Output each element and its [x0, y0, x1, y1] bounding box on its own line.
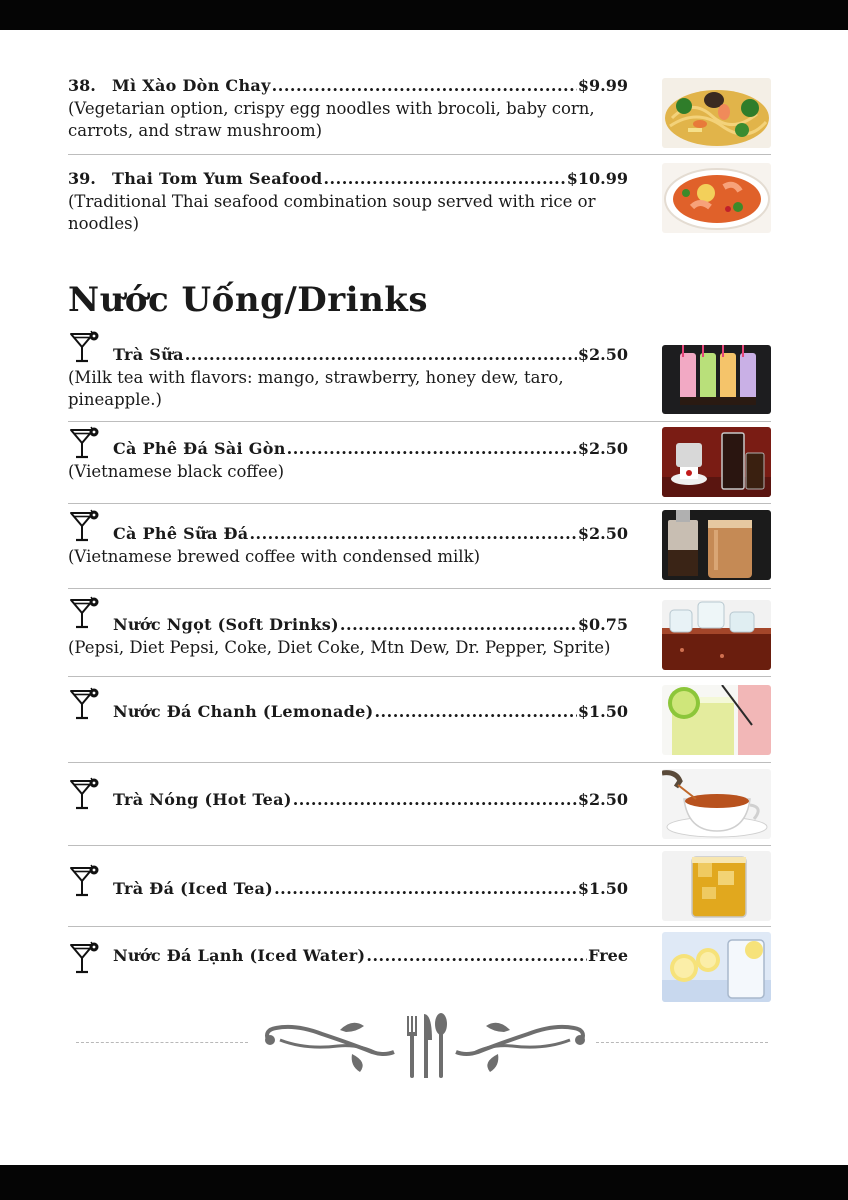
dot-leader: [293, 790, 577, 810]
drink-price: $2.50: [577, 524, 628, 543]
separator: [68, 676, 771, 677]
dot-leader: [366, 946, 587, 966]
drink-name: Nước Đá Chanh (Lemonade): [113, 702, 374, 721]
drink-description: (Pepsi, Diet Pepsi, Coke, Diet Coke, Mtn Dew, Dr. Pepper, Sprite): [68, 638, 611, 657]
cocktail-glass-icon: [68, 508, 100, 544]
separator: [68, 926, 771, 927]
dot-leader: [274, 879, 577, 899]
drink-item-iced-tea: [68, 879, 628, 899]
cocktail-glass-icon: [68, 686, 100, 722]
iced-tea-photo: [662, 851, 771, 921]
drink-price: $1.50: [577, 879, 628, 898]
iced-water-photo: [662, 932, 771, 1002]
separator: [68, 154, 771, 155]
top-black-bar: [0, 0, 848, 30]
dot-leader: [374, 702, 576, 722]
item-price: $10.99: [566, 169, 628, 188]
separator: [68, 588, 771, 589]
cocktail-glass-icon: [68, 329, 100, 365]
separator: [68, 762, 771, 763]
item-description: (Traditional Thai seafood combination soup served with rice or noodles): [68, 192, 596, 233]
milk-tea-photo: [662, 345, 771, 414]
item-price: $9.99: [577, 76, 628, 95]
right-dashed-rule: [596, 1042, 768, 1043]
hot-tea-photo: [662, 769, 771, 839]
drink-name: Trà Sữa: [113, 345, 184, 364]
drink-name: Nước Ngọt (Soft Drinks): [113, 615, 339, 634]
drinks-heading: Nước Uống/Drinks: [68, 280, 428, 320]
cocktail-glass-icon: [68, 425, 100, 461]
drink-price: $2.50: [577, 439, 628, 458]
menu-item-38: [68, 76, 628, 142]
cocktail-glass-icon: [68, 940, 100, 976]
drink-price: $0.75: [577, 615, 628, 634]
drink-price: $2.50: [577, 345, 628, 364]
dot-leader: [340, 615, 577, 635]
drink-price: $1.50: [577, 702, 628, 721]
drink-item-soft-drinks: [68, 615, 628, 659]
separator: [68, 421, 771, 422]
milk-coffee-photo: [662, 510, 771, 580]
lemonade-photo: [662, 685, 771, 755]
item-name: Thai Tom Yum Seafood: [112, 169, 323, 188]
tom-yum-soup-photo: [662, 163, 771, 233]
item-description: (Vegetarian option, crispy egg noodles with brocoli, baby corn, carrots, and straw mushroom): [68, 99, 595, 140]
drink-item-lemonade: [68, 702, 628, 722]
dot-leader: [249, 524, 576, 544]
crispy-noodles-photo: [662, 78, 771, 148]
cocktail-glass-icon: [68, 863, 100, 899]
drink-description: (Vietnamese black coffee): [68, 462, 285, 481]
dot-leader: [287, 439, 577, 459]
drink-item-black-coffee: [68, 439, 628, 483]
drink-item-milk-tea: [68, 345, 628, 411]
black-coffee-photo: [662, 427, 771, 497]
drink-description: (Vietnamese brewed coffee with condensed milk): [68, 547, 481, 566]
drink-name: Cà Phê Đá Sài Gòn: [113, 439, 286, 458]
drink-name: Cà Phê Sữa Đá: [113, 524, 249, 543]
soft-drink-photo: [662, 600, 771, 670]
drink-price: Free: [588, 946, 628, 965]
drink-item-iced-water: [68, 946, 628, 966]
separator: [68, 845, 771, 846]
drink-description: (Milk tea with flavors: mango, strawberry, honey dew, taro, pineapple.): [68, 368, 564, 409]
drink-name: Trà Nóng (Hot Tea): [113, 790, 292, 809]
left-dashed-rule: [76, 1042, 248, 1043]
drink-item-milk-coffee: [68, 524, 628, 568]
dot-leader: [272, 76, 577, 96]
item-number: 39.: [68, 169, 96, 188]
drink-price: $2.50: [577, 790, 628, 809]
cocktail-glass-icon: [68, 776, 100, 812]
cocktail-glass-icon: [68, 595, 100, 631]
menu-item-39: [68, 169, 628, 235]
dot-leader: [323, 169, 565, 189]
bottom-black-bar: [0, 1165, 848, 1200]
cutlery-ornament-icon: [260, 1010, 590, 1082]
item-name: Mì Xào Dòn Chay: [112, 76, 271, 95]
drink-item-hot-tea: [68, 790, 628, 810]
dot-leader: [185, 345, 577, 365]
drink-name: Nước Đá Lạnh (Iced Water): [113, 946, 366, 965]
item-number: 38.: [68, 76, 96, 95]
drink-name: Trà Đá (Iced Tea): [113, 879, 274, 898]
separator: [68, 503, 771, 504]
